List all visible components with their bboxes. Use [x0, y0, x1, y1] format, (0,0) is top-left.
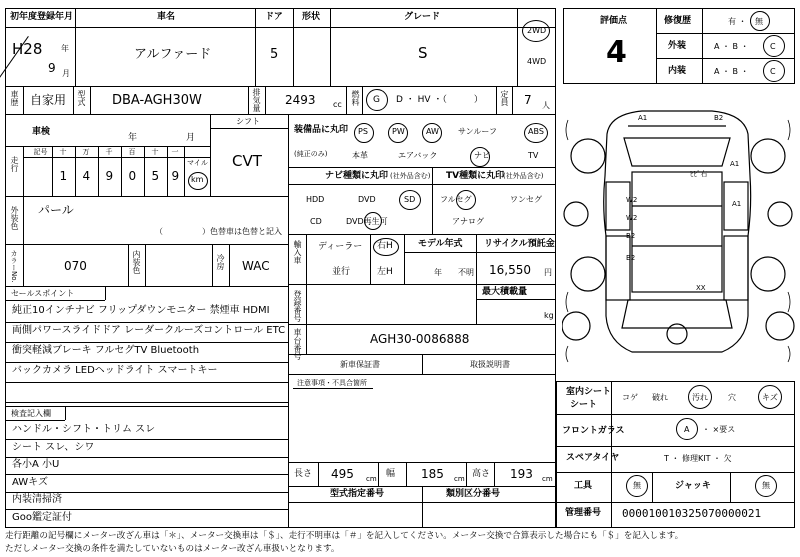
navi-sub: (社外品含む)	[390, 172, 431, 180]
drive-2wd: 2WD	[527, 26, 547, 35]
car-name: アルファード	[134, 47, 212, 62]
damage-code-label: B2	[626, 232, 636, 240]
mileage-digit: 9	[171, 169, 180, 183]
navi-label: ナビ種類に丸印	[325, 171, 389, 181]
repair-yes: 有 ・	[728, 17, 747, 26]
usage-value: 自家用	[30, 93, 67, 107]
color-no-value: 070	[64, 259, 87, 273]
seat-item: 汚れ	[692, 393, 708, 402]
exterior-c: C	[770, 42, 776, 51]
class-no-label: 類別区分番号	[446, 489, 501, 499]
inspection-year: 年	[128, 133, 138, 143]
door-label: ドア	[265, 12, 283, 22]
mileage-divider	[121, 146, 122, 196]
car-damage-diagram	[562, 96, 796, 378]
color-paren-open: （	[155, 227, 163, 236]
grade-value: S	[418, 44, 428, 62]
length-label: 長さ	[294, 469, 313, 479]
manual-label: 取扱説明書	[470, 360, 510, 369]
first-reg-label: 初年度登録年月	[10, 12, 74, 22]
inspector-note-rule	[5, 527, 288, 528]
fuel-label: 燃料	[351, 90, 360, 106]
damage-code-label: ﾋﾋﾞ右	[690, 170, 708, 178]
mileage-divider	[184, 146, 185, 196]
repair-label: 修復歴	[664, 16, 692, 26]
km-label: km	[191, 175, 204, 184]
mileage-divider	[167, 146, 168, 196]
yen-unit: 円	[544, 268, 552, 277]
car-name-label: 車名	[157, 12, 176, 22]
equipment-item: 本革	[352, 151, 368, 160]
footer-note-1: 走行距離の記号欄にメーター改ざん車は「＊」、メーター交換車は「＄」、走行不明車は「＃」を記入してください。メーター交換で合算表示した場合にも「＄」を記入します。	[5, 531, 684, 541]
type-no-label: 型式指定番号	[330, 489, 385, 499]
mileage-digit: 1	[59, 169, 68, 183]
max-load-label: 最大積載量	[482, 287, 528, 297]
tv-sub: (社外品含む)	[503, 172, 544, 180]
sales-points-label: セールスポイント	[11, 289, 75, 298]
mileage-unit-label: 一	[171, 148, 179, 156]
mileage-unit-label: 万	[82, 148, 90, 156]
seat-item: コゲ	[622, 393, 638, 402]
mileage-digit: 5	[151, 169, 160, 183]
management-value: 000010010325070000021	[622, 507, 762, 520]
capacity-label: 定員	[500, 90, 509, 106]
parallel-label: 並行	[332, 267, 351, 277]
registration-label: 登録番号	[293, 290, 302, 322]
recycle-label: リサイクル預託金	[484, 239, 555, 249]
right-h: 右H	[377, 241, 393, 251]
score-label: 評価点	[600, 16, 628, 26]
height-value: 193	[510, 467, 533, 481]
exterior-options: A ・ B ・	[714, 42, 749, 51]
sales-point-rule	[5, 362, 288, 363]
displacement-value: 2493	[285, 93, 316, 107]
equipment-item: ABS	[528, 127, 544, 136]
seat-item: 破れ	[652, 393, 668, 402]
left-h: 左H	[377, 267, 393, 277]
sales-point-rule	[5, 322, 288, 323]
chassis-label: 車台番号	[293, 328, 302, 360]
exterior-label: 外装	[668, 41, 687, 51]
interior-label: 内装	[668, 66, 687, 76]
length-value: 495	[331, 467, 354, 481]
equipment-label: 装備品に丸印	[294, 125, 349, 135]
navi-item: CD	[310, 217, 322, 226]
wheel-rear-left	[571, 257, 605, 291]
mileage-unit-label: 十	[151, 148, 159, 156]
month-unit: 月	[62, 69, 70, 78]
navi-item: DVD再生可	[346, 217, 388, 226]
warranty-label: 新車保証書	[340, 360, 380, 369]
repair-no: 無	[755, 17, 763, 26]
equipment-item: エアバック	[398, 151, 438, 160]
cc-unit: cc	[333, 100, 342, 109]
grade-label: グレード	[404, 12, 441, 22]
mileage-unit-label: 千	[105, 148, 113, 156]
mileage-unit-label: 百	[128, 148, 136, 156]
tv-item: アナログ	[452, 217, 484, 226]
equipment-item: AW	[426, 127, 439, 136]
shape-label: 形状	[302, 12, 321, 22]
spare-options: T ・ 修理KIT ・ 欠	[664, 454, 732, 463]
width-label: 幅	[386, 469, 396, 479]
mileage-digit: 4	[82, 169, 91, 183]
interior-color-label: 内装色	[132, 250, 141, 274]
navi-item: SD	[404, 195, 416, 204]
dealer-label: ディーラー	[318, 242, 363, 252]
sales-point-line: 衝突軽減ブレーキ フルセグTV Bluetooth	[12, 345, 200, 356]
inspector-note-rule	[5, 474, 288, 475]
sales-point-rule	[5, 402, 288, 403]
jack-label: ジャッキ	[675, 481, 711, 491]
mileage-divider	[98, 146, 99, 196]
navi-play-circle	[364, 212, 382, 230]
equipment-item: ナビ	[474, 151, 490, 160]
color-no-label: カラーNo.	[10, 250, 18, 283]
spare-tire	[667, 324, 687, 344]
interior-seat-label-2: シート	[570, 400, 598, 410]
damage-code-label: W2	[626, 196, 638, 204]
ac-value: WAC	[242, 259, 270, 273]
sales-point-line: 純正10インチナビ フリップダウンモニター 禁煙車 HDMI	[12, 305, 270, 316]
score-value: 4	[606, 35, 627, 70]
fuel-options: D ・ HV ・（ ）	[396, 95, 483, 105]
damage-code-label: B2	[626, 254, 636, 262]
inspector-note-line: シート スレ、シワ	[12, 441, 95, 453]
navi-item: HDD	[306, 195, 325, 204]
mileage-label: 走行	[10, 156, 19, 172]
windshield	[624, 138, 730, 166]
ac-label: 冷房	[216, 254, 225, 270]
interior-seat-label: 室内シート	[566, 387, 612, 397]
color-note: ）色替車は色替と記入	[202, 227, 282, 236]
inspector-note-rule	[5, 457, 288, 458]
mileage-divider	[75, 146, 76, 196]
chassis-value: AGH30-0086888	[370, 332, 470, 346]
tools-value: 無	[633, 481, 641, 490]
sales-point-line: 両側パワースライドドア レーダークルーズコントロール ETC	[12, 325, 286, 336]
mileage-unit-label: 十	[59, 148, 67, 156]
windshield-rest: ・ ×要ス	[702, 425, 736, 434]
windshield-a: A	[684, 425, 690, 434]
inspector-note-rule	[5, 509, 288, 510]
model-year-label: モデル年式	[418, 239, 463, 249]
inspection-month: 月	[186, 133, 196, 143]
mileage-unit-label: 記号	[33, 148, 48, 156]
fuel-g: G	[373, 95, 380, 105]
capacity-value: 7	[524, 93, 532, 107]
recycle-value: 16,550	[489, 263, 531, 277]
wheel-front-left	[571, 139, 605, 173]
equipment-item: PW	[392, 127, 405, 136]
doors: 5	[270, 47, 279, 62]
shift-value: CVT	[232, 152, 262, 170]
tv-item: ワンセグ	[510, 195, 542, 204]
wheel-front-right	[751, 139, 785, 173]
damage-code-label: A1	[730, 160, 740, 168]
sales-point-rule	[5, 382, 288, 383]
equipment-sub: (純正のみ)	[294, 150, 328, 158]
jack-value: 無	[762, 481, 770, 490]
model-year-unknown: 不明	[458, 268, 474, 277]
inspector-note-line: AWキズ	[12, 476, 48, 488]
model-code: DBA-AGH30W	[112, 93, 202, 108]
equipment-item: サンルーフ	[458, 127, 497, 136]
damage-code-label: B2	[714, 114, 724, 122]
inspector-note-line: ハンドル・シフト・トリム スレ	[12, 424, 156, 435]
equipment-item: PS	[358, 127, 368, 136]
shift-label: シフト	[236, 117, 260, 126]
management-label: 管理番号	[565, 508, 602, 518]
damage-code-label: A1	[638, 114, 648, 122]
model-label: 型式	[77, 90, 86, 106]
inspector-note-line: 内装清掃済	[12, 494, 62, 505]
equipment-item: TV	[528, 151, 539, 160]
drive-4wd: 4WD	[527, 57, 547, 66]
sales-point-line: バックカメラ LEDヘッドライト スマートキー	[12, 365, 218, 376]
damage-code-label: W2	[626, 214, 638, 222]
sales-point-rule	[5, 342, 288, 343]
roof	[632, 172, 722, 292]
tools-label: 工具	[574, 481, 593, 491]
inspector-note-line: Goo鑑定証付	[12, 511, 72, 523]
year-unit: 年	[61, 44, 69, 53]
notes-label: 注意事項・不具合箇所	[297, 379, 367, 387]
windshield-label: フロントガラス	[562, 426, 625, 436]
wheel-rear-right	[751, 257, 785, 291]
inspection-label: 車検	[32, 127, 51, 137]
body-history-label: 車歴	[10, 90, 19, 106]
footer-note-2: ただしメーター交換の条件を満たしていないものはメーター改ざん車扱いとなります。	[5, 544, 340, 554]
displacement-label: 排気量	[252, 88, 261, 112]
color-label: 外装色	[10, 206, 19, 230]
height-label: 高さ	[472, 469, 491, 479]
damage-code-label: XX	[696, 284, 706, 292]
mileage-digit: 9	[105, 169, 114, 183]
tv-label: TV種類に丸印	[446, 171, 505, 181]
damage-code-label: A1	[732, 200, 742, 208]
interior-c: C	[770, 67, 776, 76]
inspector-note-line: 各小A 小U	[12, 459, 60, 470]
mileage-digit: 0	[128, 169, 137, 183]
width-value: 185	[421, 467, 444, 481]
height-cm: cm	[542, 475, 553, 483]
import-label: 輸入車	[293, 240, 302, 264]
first-reg-month: 9	[48, 61, 56, 75]
seat-item: キズ	[762, 393, 778, 402]
first-reg-era-year: H28	[12, 40, 43, 58]
spare-label: スペアタイヤ	[566, 453, 620, 463]
capacity-unit: 人	[542, 101, 550, 110]
inspector-label: 検査記入欄	[11, 409, 51, 418]
length-cm: cm	[366, 475, 377, 483]
width-cm: cm	[454, 475, 465, 483]
navi-item: DVD	[358, 195, 376, 204]
interior-options: A ・ B ・	[714, 67, 749, 76]
mileage-divider	[144, 146, 145, 196]
inspector-note-rule	[5, 492, 288, 493]
seat-item: 穴	[728, 393, 736, 402]
mileage-divider	[52, 146, 53, 196]
mile-label: マイル	[187, 159, 208, 167]
color-value: パール	[38, 203, 74, 217]
tv-item: フルセグ	[440, 195, 472, 204]
inspector-note-rule	[5, 439, 288, 440]
model-year-unit: 年	[434, 268, 442, 277]
kg-unit: kg	[544, 311, 554, 320]
